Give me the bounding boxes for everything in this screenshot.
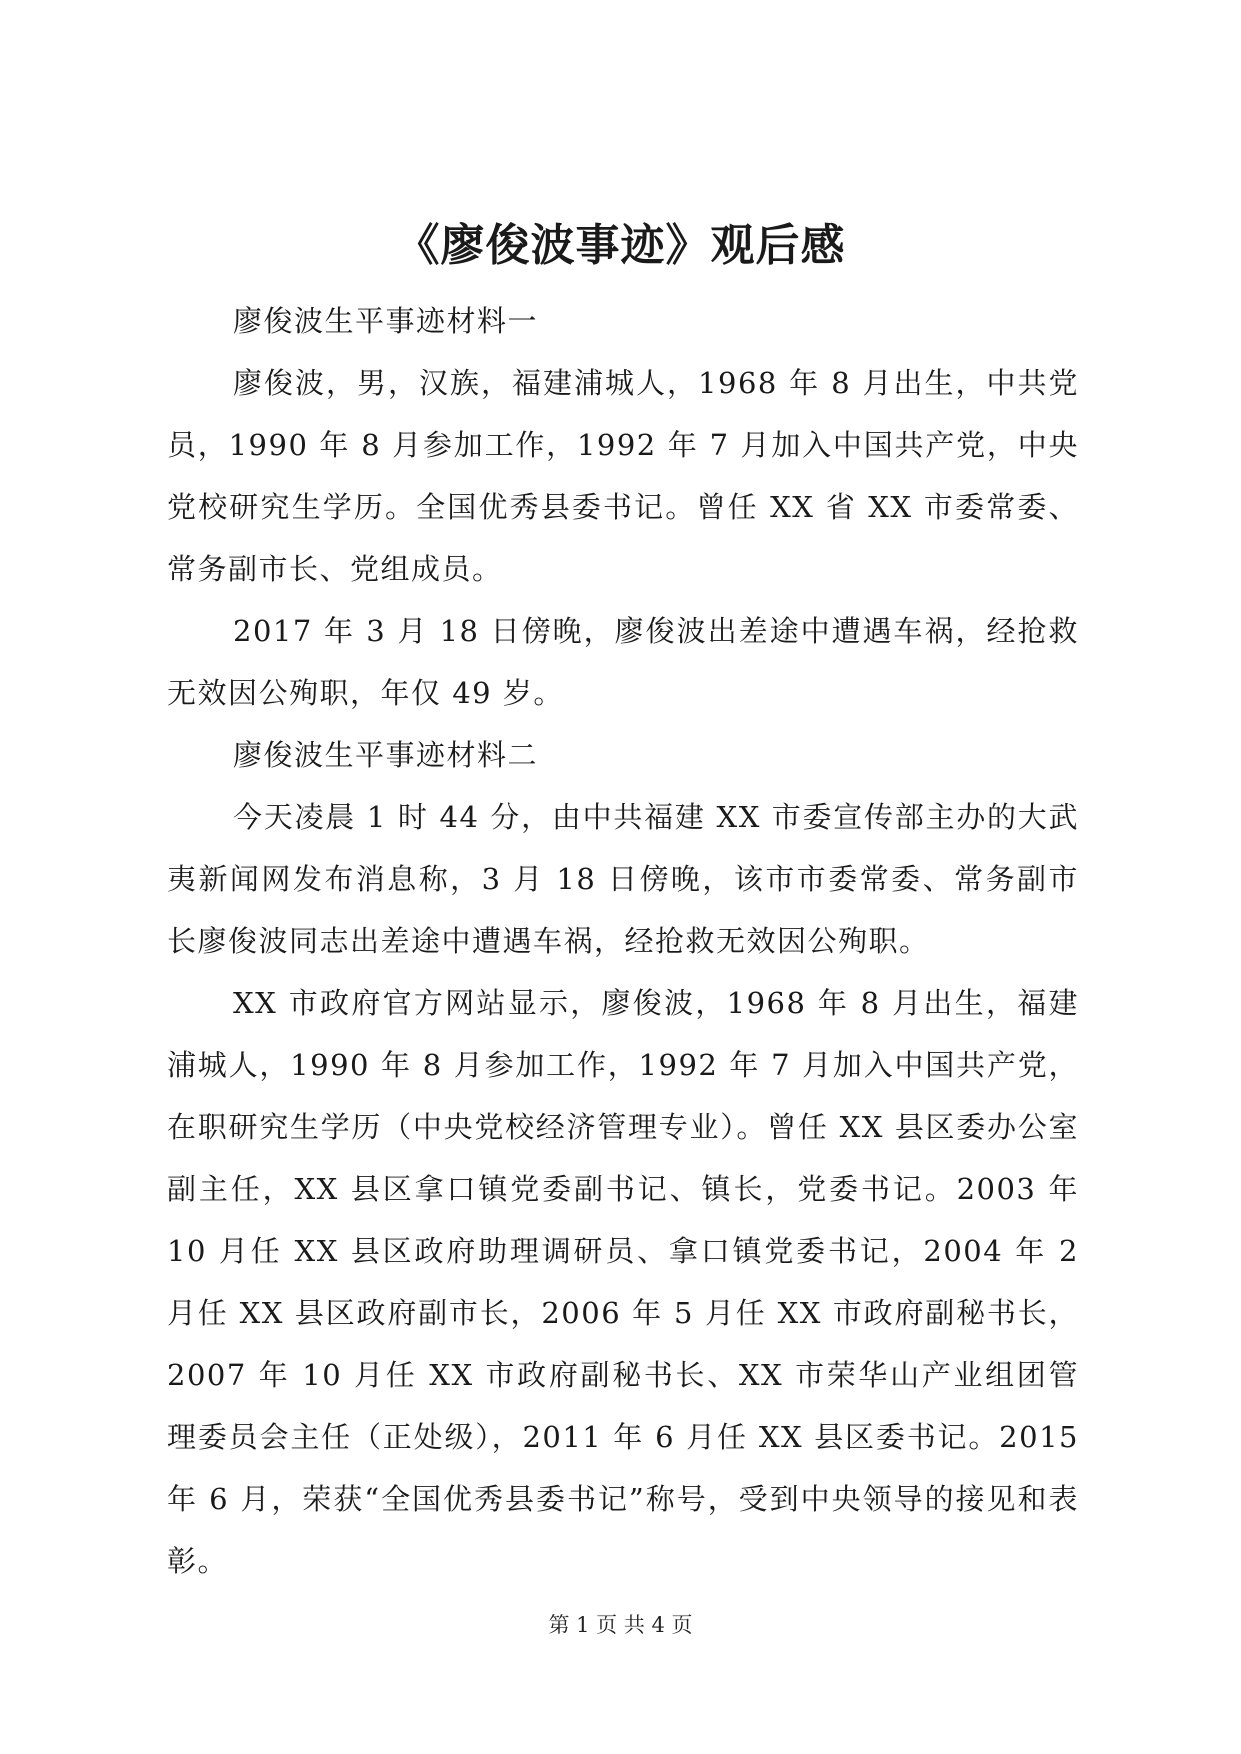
page-number-label: 第 1 页 共 4 页 — [548, 1613, 693, 1637]
section-heading-material-one: 廖俊波生平事迹材料一 — [233, 304, 539, 338]
document-title: 《廖俊波事迹》观后感 — [395, 220, 846, 271]
paragraph-biography: 廖俊波，男，汉族，福建浦城人，1968 年 8 月出生，中共党员，1990 年 8 月参加工作，1992 年 7 月加入中国共产党，中央党校研究生学历。全国优秀县委书记。曾任 XX 省 XX 市委常委、常务副市长、党组成员。 — [167, 366, 1079, 586]
paragraph-career-history: XX 市政府官方网站显示，廖俊波，1968 年 8 月出生，福建浦城人，1990 年 8 月参加工作，1992 年 7 月加入中国共产党，在职研究生学历（中央党校经济管理专业）。曾任 XX 县区委办公室副主任，XX 县区拿口镇党委副书记、镇长，党委书记。2003 年 10 月任 XX 县区政府助理调研员、拿口镇党委书记，2004 年 2 月任 XX 县区政府副市长，2006 年 5 月任 XX 市政府副秘书长，2007 年 10 月任 XX 市政府副秘书长、XX 市荣华山产业组团管理委员会主任（正处级），2011 年 6 月任 XX 县区委书记。2015 年 6 月，荣获“全国优秀县委书记”称号，受到中央领导的接见和表彰。 — [167, 986, 1079, 1578]
document-body — [167, 290, 1079, 1592]
section-heading-material-two: 廖俊波生平事迹材料二 — [233, 738, 539, 772]
paragraph-accident: 2017 年 3 月 18 日傍晚，廖俊波出差途中遭遇车祸，经抢救无效因公殉职，年仅 49 岁。 — [167, 614, 1079, 710]
paragraph-news-report: 今天凌晨 1 时 44 分，由中共福建 XX 市委宣传部主办的大武夷新闻网发布消息称，3 月 18 日傍晚，该市市委常委、常务副市长廖俊波同志出差途中遭遇车祸，经抢救无效因公殉职。 — [167, 800, 1079, 958]
page-footer — [0, 1610, 1241, 1640]
